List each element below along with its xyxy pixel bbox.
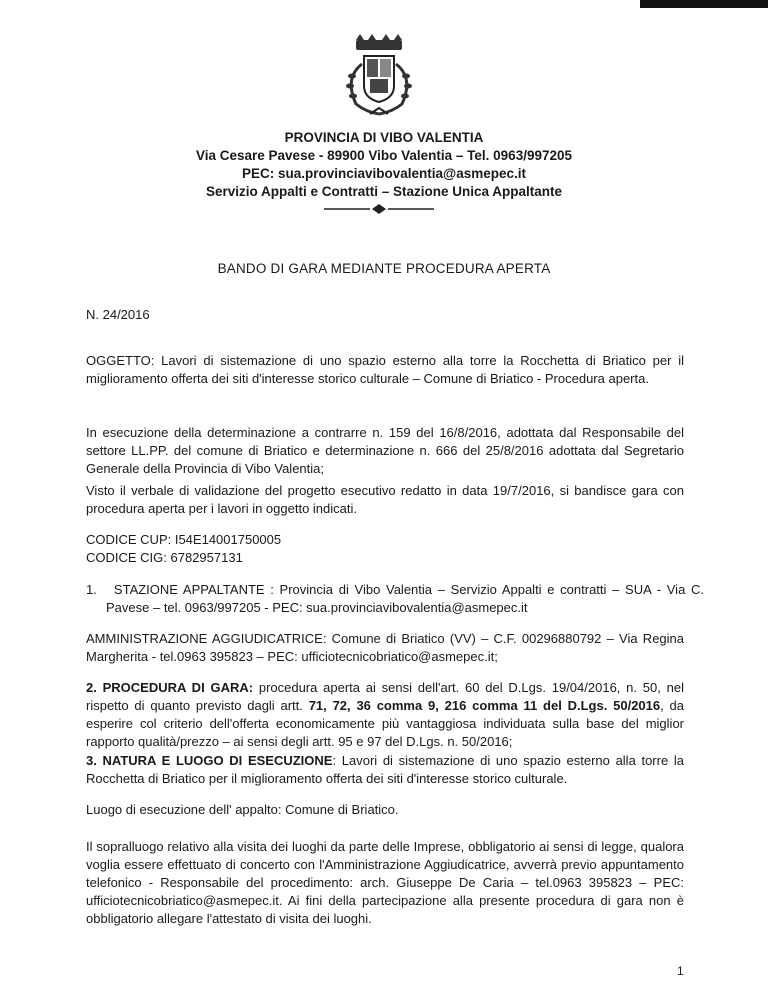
codes-block <box>86 531 684 567</box>
service-line: Servizio Appalti e Contratti – Stazione Unica Appaltante <box>205 184 563 199</box>
ornamental-divider-icon <box>324 202 434 216</box>
section-2 <box>86 679 684 751</box>
document-title: BANDO DI GARA MEDIANTE PROCEDURA APERTA <box>217 261 551 276</box>
section-2-bold-refs: 71, 72, 36 comma 9, 216 comma 11 del D.Lgs. 50/2016 <box>308 698 661 713</box>
oggetto-paragraph: OGGETTO: Lavori di sistemazione di uno spazio esterno alla torre la Rocchetta di Briatico per il miglioramento offerta dei siti d'interesse storico culturale – Comune di Briatico - Procedura aperta. <box>86 353 684 386</box>
province-coat-of-arms-icon <box>326 34 432 120</box>
section-1-number: 1. <box>86 582 97 597</box>
cup-code: CODICE CUP: I54E14001750005 <box>86 532 282 547</box>
document-number: N. 24/2016 <box>86 307 150 322</box>
address-line: Via Cesare Pavese - 89900 Vibo Valentia – Tel. 0963/997205 <box>195 148 573 163</box>
visto-paragraph: Visto il verbale di validazione del progetto esecutivo redatto in data 19/7/2016, si bandisce gara con procedura aperta per i lavori in oggetto indicati. <box>86 483 684 516</box>
sopralluogo-paragraph: Il sopralluogo relativo alla visita dei luoghi da parte delle Imprese, obbligatorio ai sensi di legge, qualora voglia essere effettuato di concerto con l'Amministrazione Aggiudicatrice, avverrà previo appuntamento telefonico - Responsabile del procedimento: arch. Giuseppe De Caria – tel.0963 395823 – PEC: ufficiotecnicobriatico@asmepec.it. Ai fini della partecipazione alla presente procedura di gara non è obbligatorio allegare l'attestato di visita dei luoghi. <box>86 839 684 926</box>
section-1 <box>86 581 704 617</box>
section-2-text-a: procedura aperta ai sensi dell'art. 60 del D.Lgs. 19/04/2016, n. 50, nel rispetto di quanto previsto dagli artt. <box>86 680 684 713</box>
section-3-text: : Lavori di sistemazione di uno spazio esterno alla torre la Rocchetta di Briatico per il miglioramento offerta dei siti d'interesse storico culturale. <box>86 753 684 786</box>
luogo-paragraph: Luogo di esecuzione dell' appalto: Comune di Briatico. <box>86 802 399 817</box>
scan-edge-bar <box>640 0 768 8</box>
amministrazione-paragraph: AMMINISTRAZIONE AGGIUDICATRICE: Comune di Briatico (VV) – C.F. 00296880792 – Via Regina Margherita - tel.0963 395823 – PEC: ufficiotecnicobriatico@asmepec.it; <box>86 631 684 664</box>
province-name: PROVINCIA DI VIBO VALENTIA <box>284 130 484 145</box>
esecuzione-paragraph: In esecuzione della determinazione a contrarre n. 159 del 16/8/2016, adottata dal Responsabile del settore LL.PP. del comune di Briatico e determinazione n. 666 del 25/8/2016 adottata dal Segretario Generale della Provincia di Vibo Valentia; <box>86 425 684 476</box>
section-3 <box>86 752 684 788</box>
page-number: 1 <box>677 964 684 978</box>
pec-line: PEC: sua.provinciavibovalentia@asmepec.it <box>241 166 526 181</box>
section-1-text: STAZIONE APPALTANTE : Provincia di Vibo Valentia – Servizio Appalti e contratti – SUA - Via C. Pavese – tel. 0963/997205 - PEC: sua.provinciavibovalentia@asmepec.it <box>106 582 704 615</box>
cig-code: CODICE CIG: 6782957131 <box>86 550 243 565</box>
section-2-text-b: , da esperire col criterio dell'offerta economicamente più vantaggiosa individuata sulla base del miglior rapporto qualità/prezzo – ai sensi degli artt. 95 e 97 del D.Lgs. n. 50/2016; <box>86 698 684 749</box>
section-2-heading: 2. PROCEDURA DI GARA: <box>86 680 254 695</box>
section-3-heading: 3. NATURA E LUOGO DI ESECUZIONE <box>86 753 333 768</box>
letterhead <box>0 129 768 201</box>
